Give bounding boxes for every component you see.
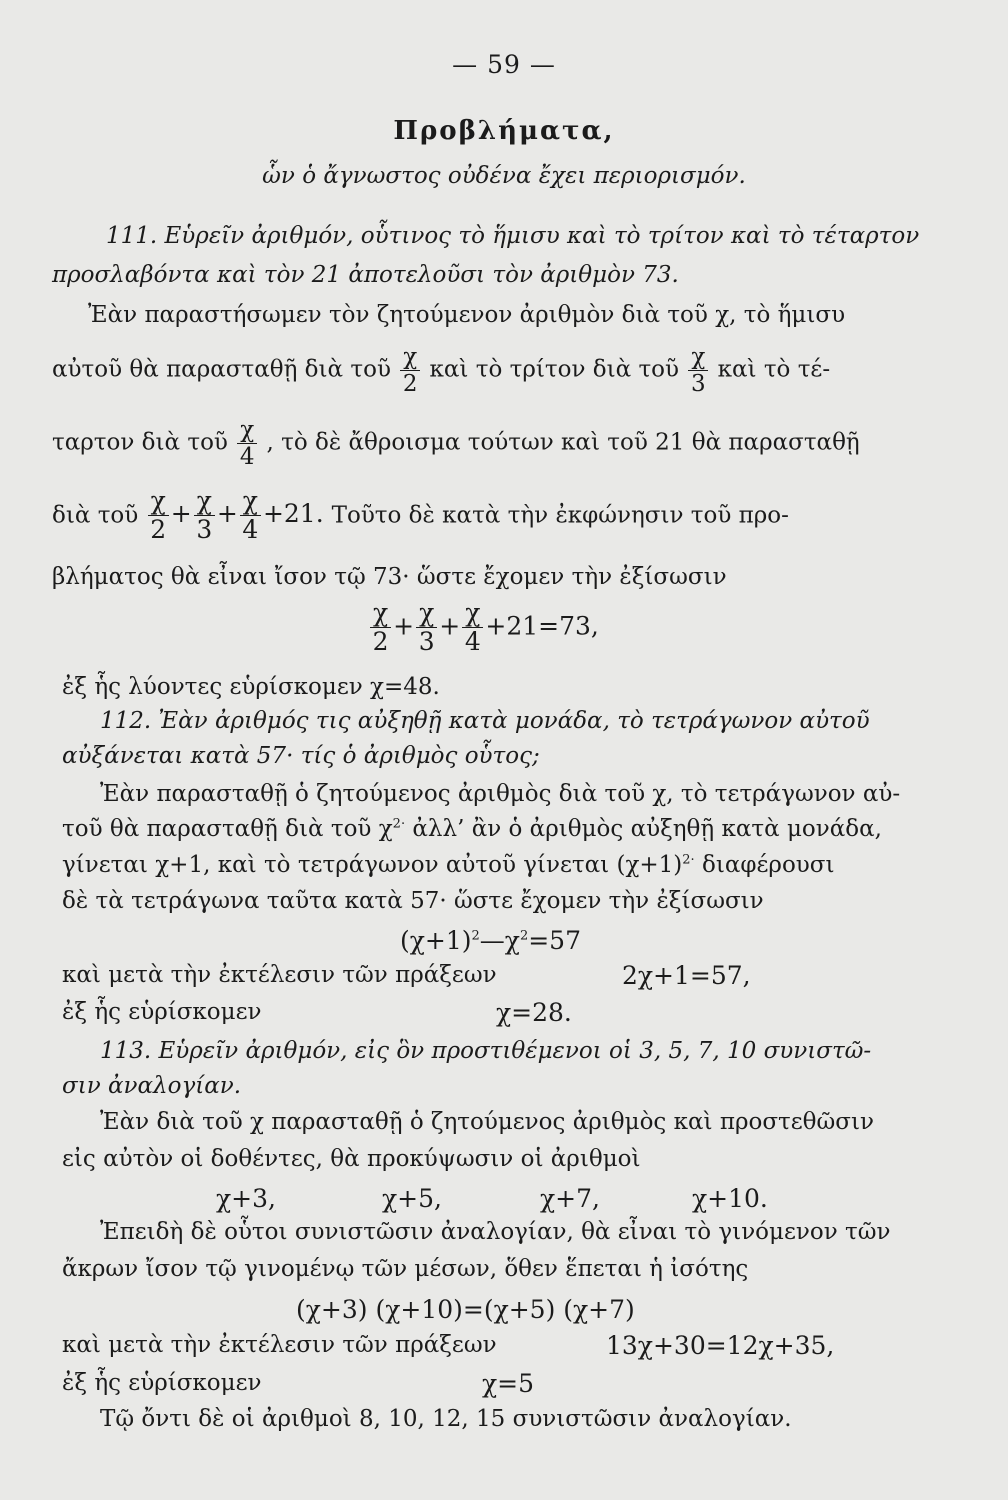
fraction-x-over-3 [194, 488, 215, 544]
denominator: 3 [418, 627, 435, 657]
text-segment: (χ+1) [400, 926, 472, 955]
problem-113-statement-line-2: σιν ἀναλογίαν. [62, 1073, 242, 1099]
numerator: χ [400, 345, 420, 371]
problem-113-solution-line: καὶ μετὰ τὴν ἐκτέλεσιν τῶν πράξεων [62, 1332, 497, 1358]
problem-112-solution-line [62, 854, 835, 877]
superscript: 2· [392, 816, 406, 832]
problem-111-solution-line [52, 488, 789, 544]
page-number: — 59 — [452, 50, 556, 79]
problem-112-result: χ=28. [496, 998, 572, 1027]
text-segment: Τοῦτο δὲ κατὰ τὴν ἐκφώνησιν τοῦ προ- [331, 502, 789, 529]
terms-term-2: χ+5, [382, 1184, 442, 1213]
fraction-x-over-3 [688, 345, 708, 396]
problem-113-solution-line: ἄκρων ἴσον τῷ γινομένῳ τῶν μέσων, ὅθεν ἕπεται ἡ ἰσότης [62, 1256, 749, 1282]
problem-111-solution-line [52, 345, 830, 396]
plus-sign: + [393, 611, 415, 641]
equation-112 [400, 928, 581, 953]
fraction-x-over-4 [240, 488, 261, 544]
text-segment: =57 [528, 926, 581, 955]
terms-term-1: χ+3, [216, 1184, 276, 1213]
denominator: 3 [690, 371, 706, 398]
text-segment: τοῦ θὰ παρασταθῇ διὰ τοῦ χ [62, 816, 393, 842]
terms-term-4: χ+10. [692, 1184, 768, 1213]
numerator: χ [148, 488, 169, 516]
fraction-x-over-2 [148, 488, 169, 544]
problem-113-solution-line: Ἐὰν διὰ τοῦ χ παρασταθῇ ὁ ζητούμενος ἀριθμὸς καὶ προστεθῶσιν [100, 1109, 874, 1135]
text-segment: διὰ τοῦ [52, 502, 139, 529]
superscript: 2 [519, 928, 529, 944]
problem-113-result-label: ἐξ ἧς εὑρίσκομεν [62, 1370, 262, 1396]
fraction-x-over-2 [370, 600, 391, 656]
text-segment: ταρτον διὰ τοῦ [52, 429, 228, 456]
problem-111-statement-line-2: προσλαβόντα καὶ τὸν 21 ἀποτελοῦσι τὸν ἀριθμὸν 73. [52, 262, 679, 288]
text-segment: γίνεται χ+1, καὶ τὸ τετράγωνον αὐτοῦ γίνεται (χ+1) [62, 852, 683, 878]
numerator: χ [194, 488, 215, 516]
plus-sign: + [439, 611, 461, 641]
fraction-x-over-4 [237, 418, 257, 469]
section-subtitle: ὧν ὁ ἄγνωστος οὐδένα ἔχει περιορισμόν. [262, 163, 746, 189]
numerator: χ [370, 600, 391, 628]
problem-112-solution-line: δὲ τὰ τετράγωνα ταῦτα κατὰ 57· ὥστε ἔχομεν τὴν ἐξίσωσιν [62, 888, 764, 914]
numerator: χ [462, 600, 483, 628]
problem-111-result-line: ἐξ ἧς λύοντες εὑρίσκομεν χ=48. [62, 674, 440, 700]
equation-111 [368, 600, 599, 656]
problem-111-solution-line: βλήματος θὰ εἶναι ἴσον τῷ 73· ὥστε ἔχομεν τὴν ἐξίσωσιν [52, 564, 727, 590]
problem-112-statement-line-1: 112. Ἐὰν ἀριθμός τις αὐξηθῇ κατὰ μονάδα, τὸ τετράγωνον αὐτοῦ [100, 708, 870, 734]
section-title: Προβλήματα, [393, 116, 615, 146]
text-segment: καὶ τὸ τρίτον διὰ τοῦ [429, 356, 680, 383]
denominator: 2 [402, 371, 418, 398]
plus-sign: + [170, 499, 192, 529]
problem-112-solution-line: καὶ μετὰ τὴν ἐκτέλεσιν τῶν πράξεων [62, 962, 497, 988]
terms-term-3: χ+7, [540, 1184, 600, 1213]
problem-113-statement-line-1: 113. Εὑρεῖν ἀριθμόν, εἰς ὃν προστιθέμενοι οἱ 3, 5, 7, 10 συνιστῶ- [100, 1038, 872, 1064]
equation-113-reduced: 13χ+30=12χ+35, [606, 1331, 835, 1360]
text-segment: διαφέρουσι [702, 852, 835, 878]
numerator: χ [688, 345, 708, 371]
problem-111-solution-line [52, 418, 860, 469]
problem-112-solution-line: Ἐὰν παρασταθῇ ὁ ζητούμενος ἀριθμὸς διὰ τοῦ χ, τὸ τετράγωνον αὐ- [100, 781, 901, 807]
expression-tail: +21. [262, 499, 324, 529]
problem-113-solution-line: Ἐπειδὴ δὲ οὗτοι συνιστῶσιν ἀναλογίαν, θὰ εἶναι τὸ γινόμενον τῶν [100, 1219, 891, 1245]
text-segment: αὐτοῦ θὰ παρασταθῇ διὰ τοῦ [52, 356, 391, 383]
denominator: 3 [196, 515, 213, 545]
problem-112-statement-line-2: αὐξάνεται κατὰ 57· τίς ὁ ἀριθμὸς οὗτος; [62, 743, 540, 769]
problem-113-conclusion: Τῷ ὄντι δὲ οἱ ἀριθμοὶ 8, 10, 12, 15 συνιστῶσιν ἀναλογίαν. [100, 1406, 792, 1432]
numerator: χ [416, 600, 437, 628]
problem-113-solution-line: εἰς αὐτὸν οἱ δοθέντες, θὰ προκύψωσιν οἱ ἀριθμοὶ [62, 1146, 641, 1172]
superscript: 2· [682, 852, 695, 868]
problem-111-solution-line: Ἐὰν παραστήσωμεν τὸν ζητούμενον ἀριθμὸν διὰ τοῦ χ, τὸ ἥμισυ [88, 302, 846, 328]
denominator: 2 [372, 627, 389, 657]
problem-111-statement-line-1: 111. Εὑρεῖν ἀριθμόν, οὗτινος τὸ ἥμισυ καὶ τὸ τρίτον καὶ τὸ τέταρτον [106, 223, 920, 249]
equation-112-reduced: 2χ+1=57, [622, 961, 751, 990]
numerator: χ [240, 488, 261, 516]
denominator: 4 [464, 627, 481, 657]
fraction-x-over-2 [400, 345, 420, 396]
text-segment: , τὸ δὲ ἄθροισμα τούτων καὶ τοῦ 21 θὰ παρασταθῇ [266, 429, 860, 456]
fraction-x-over-4 [462, 600, 483, 656]
text-segment: —χ [479, 926, 520, 955]
problem-112-solution-line [62, 818, 882, 841]
equation-113: (χ+3) (χ+10)=(χ+5) (χ+7) [296, 1295, 635, 1324]
denominator: 4 [242, 515, 259, 545]
problem-113-result: χ=5 [482, 1369, 535, 1398]
expression-tail: +21=73, [485, 611, 599, 641]
sum-expression [146, 486, 332, 545]
numerator: χ [237, 418, 257, 444]
text-segment: ἀλλ’ ἂν ὁ ἀριθμὸς αὐξηθῇ κατὰ μονάδα, [412, 816, 882, 842]
text-segment: καὶ τὸ τέ- [717, 356, 831, 383]
fraction-x-over-3 [416, 600, 437, 656]
denominator: 4 [239, 444, 255, 471]
superscript: 2 [471, 928, 480, 944]
plus-sign: + [216, 499, 238, 529]
problem-112-result-label: ἐξ ἧς εὑρίσκομεν [62, 999, 262, 1025]
denominator: 2 [150, 515, 167, 545]
